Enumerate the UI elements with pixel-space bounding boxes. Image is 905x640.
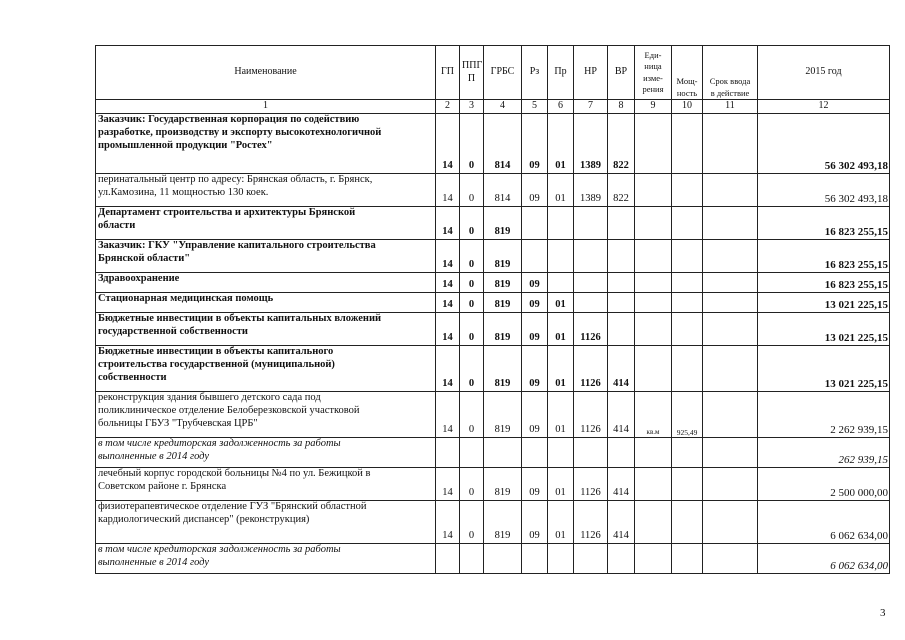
cell-unit [635,468,672,501]
cell-np [574,293,608,313]
cell-capacity [672,468,703,501]
table-row [96,438,890,468]
cell-pr [548,240,574,273]
cell-pr: 01 [548,313,574,346]
cell-ppgp: 0 [460,114,484,174]
cell-term [703,346,758,392]
page-number: 3 [880,607,886,619]
cell-pr: 01 [548,346,574,392]
cell-grbs [484,544,522,574]
cell-vr [608,544,635,574]
cell-capacity [672,174,703,207]
cell-capacity [672,544,703,574]
cell-term [703,392,758,438]
cell-rz: 09 [522,273,548,293]
cell-term [703,438,758,468]
cell-amount: 2 262 939,15 [758,392,890,438]
column-number: 1 [96,100,436,114]
table-row [96,544,890,574]
cell-gp: 14 [436,346,460,392]
header-name: Наименование [96,46,436,100]
column-number-row [96,100,890,114]
cell-vr: 414 [608,468,635,501]
cell-pr [548,544,574,574]
cell-unit [635,207,672,240]
cell-vr [608,293,635,313]
cell-vr [608,207,635,240]
cell-vr: 414 [608,392,635,438]
cell-name: Бюджетные инвестиции в объекты капитального строительства государственной (муниципальной) собственности [96,346,436,392]
cell-np [574,207,608,240]
cell-ppgp: 0 [460,240,484,273]
cell-vr [608,313,635,346]
cell-gp: 14 [436,501,460,544]
cell-rz: 09 [522,346,548,392]
table-row [96,468,890,501]
cell-vr: 822 [608,174,635,207]
cell-unit [635,273,672,293]
cell-pr: 01 [548,501,574,544]
cell-name: реконструкция здания бывшего детского сада под поликлиническое отделение Белоберезковской участковой больницы ГБУЗ "Трубчевская ЦРБ" [96,392,436,438]
cell-np [574,438,608,468]
table-row [96,313,890,346]
cell-name: Департамент строительства и архитектуры Брянской области [96,207,436,240]
cell-term [703,501,758,544]
cell-capacity: 925,49 [672,392,703,438]
header-rz: Рз [522,46,548,100]
header-vr: ВР [608,46,635,100]
column-number: 11 [703,100,758,114]
header-capacity: Мощ- ность [672,46,703,100]
cell-grbs: 819 [484,273,522,293]
header-grbs: ГРБС [484,46,522,100]
cell-np: 1126 [574,346,608,392]
cell-grbs: 819 [484,240,522,273]
cell-term [703,313,758,346]
cell-gp: 14 [436,468,460,501]
table-row [96,293,890,313]
cell-name: лечебный корпус городской больницы №4 по ул. Бежицкой в Советском районе г. Брянска [96,468,436,501]
column-number: 2 [436,100,460,114]
cell-rz: 09 [522,114,548,174]
cell-amount: 2 500 000,00 [758,468,890,501]
cell-term [703,273,758,293]
header-term: Срок ввода в действие [703,46,758,100]
cell-np: 1126 [574,468,608,501]
cell-capacity [672,501,703,544]
cell-amount: 16 823 255,15 [758,240,890,273]
cell-name: перинатальный центр по адресу: Брянская область, г. Брянск, ул.Камозина, 11 мощностью 130 коек. [96,174,436,207]
budget-table [95,45,890,574]
cell-name: Здравоохранение [96,273,436,293]
header-gp: ГП [436,46,460,100]
cell-unit [635,313,672,346]
cell-ppgp: 0 [460,273,484,293]
cell-amount: 262 939,15 [758,438,890,468]
cell-capacity [672,240,703,273]
cell-pr [548,207,574,240]
cell-pr [548,273,574,293]
cell-vr [608,240,635,273]
cell-unit [635,293,672,313]
cell-gp: 14 [436,240,460,273]
cell-vr [608,273,635,293]
cell-term [703,207,758,240]
header-np: НР [574,46,608,100]
cell-rz: 09 [522,468,548,501]
table-row [96,346,890,392]
header-year: 2015 год [758,46,890,100]
column-number: 4 [484,100,522,114]
cell-np: 1389 [574,174,608,207]
cell-gp: 14 [436,313,460,346]
column-number: 9 [635,100,672,114]
column-number: 5 [522,100,548,114]
column-number: 3 [460,100,484,114]
cell-amount: 13 021 225,15 [758,293,890,313]
header-row [96,46,890,100]
cell-np: 1389 [574,114,608,174]
cell-np: 1126 [574,313,608,346]
cell-rz [522,207,548,240]
column-number: 7 [574,100,608,114]
cell-unit [635,114,672,174]
cell-unit [635,240,672,273]
table-row [96,273,890,293]
cell-rz [522,240,548,273]
cell-ppgp: 0 [460,293,484,313]
table-row [96,207,890,240]
cell-amount: 13 021 225,15 [758,346,890,392]
cell-pr: 01 [548,114,574,174]
cell-ppgp: 0 [460,313,484,346]
cell-rz: 09 [522,392,548,438]
cell-pr: 01 [548,392,574,438]
cell-grbs: 819 [484,346,522,392]
cell-amount: 56 302 493,18 [758,114,890,174]
cell-unit [635,174,672,207]
cell-np [574,240,608,273]
cell-capacity [672,273,703,293]
cell-name: Бюджетные инвестиции в объекты капитальных вложений государственной собственности [96,313,436,346]
table-row [96,114,890,174]
cell-ppgp: 0 [460,392,484,438]
cell-rz: 09 [522,313,548,346]
cell-np [574,273,608,293]
cell-amount: 13 021 225,15 [758,313,890,346]
cell-amount: 56 302 493,18 [758,174,890,207]
cell-grbs: 819 [484,293,522,313]
cell-grbs: 814 [484,114,522,174]
table-row [96,392,890,438]
cell-rz: 09 [522,293,548,313]
table-row [96,240,890,273]
cell-grbs: 819 [484,501,522,544]
header-unit: Еди- ница изме- рения [635,46,672,100]
cell-unit [635,501,672,544]
cell-name: Заказчик: ГКУ "Управление капитального строительства Брянской области" [96,240,436,273]
cell-grbs: 819 [484,313,522,346]
cell-rz: 09 [522,174,548,207]
cell-capacity [672,438,703,468]
cell-ppgp: 0 [460,468,484,501]
cell-unit [635,544,672,574]
cell-gp: 14 [436,207,460,240]
cell-term [703,240,758,273]
table-body [96,114,890,574]
cell-gp: 14 [436,392,460,438]
cell-term [703,114,758,174]
cell-unit [635,346,672,392]
cell-term [703,468,758,501]
cell-ppgp [460,544,484,574]
cell-amount: 16 823 255,15 [758,273,890,293]
cell-grbs: 819 [484,392,522,438]
cell-rz [522,544,548,574]
cell-capacity [672,114,703,174]
cell-ppgp [460,438,484,468]
cell-pr: 01 [548,174,574,207]
cell-gp: 14 [436,174,460,207]
cell-rz [522,438,548,468]
cell-pr [548,438,574,468]
cell-vr [608,438,635,468]
header-pr: Пр [548,46,574,100]
cell-capacity [672,313,703,346]
cell-ppgp: 0 [460,346,484,392]
cell-rz: 09 [522,501,548,544]
cell-term [703,174,758,207]
cell-grbs: 819 [484,468,522,501]
column-number: 12 [758,100,890,114]
cell-vr: 414 [608,346,635,392]
table-row [96,501,890,544]
cell-name: Стационарная медицинская помощь [96,293,436,313]
cell-pr: 01 [548,468,574,501]
cell-np: 1126 [574,392,608,438]
cell-grbs: 814 [484,174,522,207]
header-ppgp: ППГ П [460,46,484,100]
cell-gp: 14 [436,273,460,293]
cell-vr: 822 [608,114,635,174]
cell-capacity [672,346,703,392]
cell-gp [436,544,460,574]
cell-amount: 6 062 634,00 [758,501,890,544]
cell-gp: 14 [436,114,460,174]
cell-name: в том числе кредиторская задолженность за работы выполненные в 2014 году [96,438,436,468]
cell-np: 1126 [574,501,608,544]
cell-unit: кв.м [635,392,672,438]
cell-pr: 01 [548,293,574,313]
cell-capacity [672,293,703,313]
cell-ppgp: 0 [460,174,484,207]
cell-term [703,293,758,313]
column-number: 8 [608,100,635,114]
cell-unit [635,438,672,468]
cell-term [703,544,758,574]
cell-amount: 6 062 634,00 [758,544,890,574]
cell-np [574,544,608,574]
cell-grbs: 819 [484,207,522,240]
cell-amount: 16 823 255,15 [758,207,890,240]
cell-name: физиотерапевтическое отделение ГУЗ "Брянский областной кардиологический диспансер" (реконструкция) [96,501,436,544]
column-number: 10 [672,100,703,114]
cell-gp: 14 [436,293,460,313]
cell-gp [436,438,460,468]
cell-grbs [484,438,522,468]
column-number: 6 [548,100,574,114]
cell-name: Заказчик: Государственная корпорация по содействию разработке, производству и экспорту высокотехнологичной промышленной продукции "Ростех" [96,114,436,174]
cell-name: в том числе кредиторская задолженность за работы выполненные в 2014 году [96,544,436,574]
cell-ppgp: 0 [460,207,484,240]
cell-capacity [672,207,703,240]
table-row [96,174,890,207]
cell-vr: 414 [608,501,635,544]
cell-ppgp: 0 [460,501,484,544]
